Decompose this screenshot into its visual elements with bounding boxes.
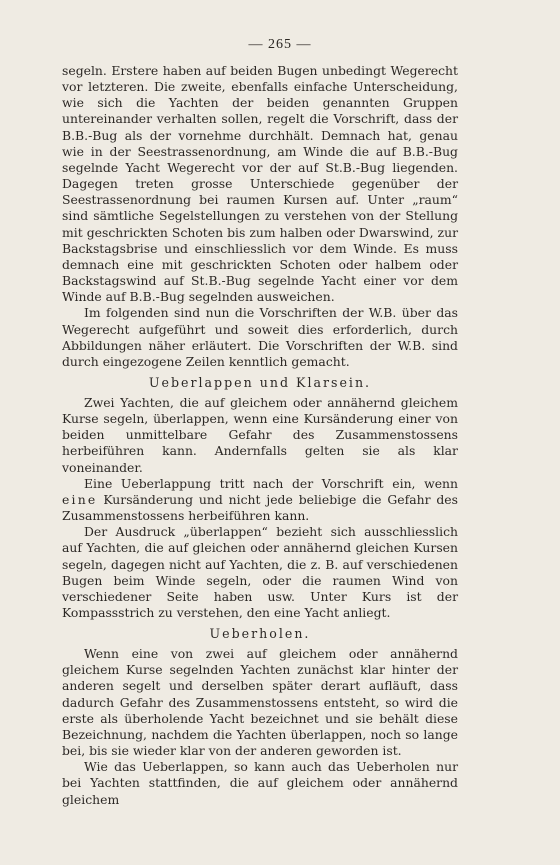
page-number: — 265 — (248, 37, 312, 52)
paragraph-overlap-explanation (62, 476, 458, 524)
paragraph-overlap-definition: Der Ausdruck „überlappen“ bezieht sich ausschliesslich auf Yachten, die auf gleichen oder annähernd gleichen Kursen segeln, dagegen nicht auf Yachten, die z. B. auf verschiedenen Bugen beim Winde segeln, oder die raumen Wind von verschiedener Seite haben usw. Unter Kurs ist der Kompassstrich zu verstehen, den eine Yacht anliegt. (62, 524, 458, 620)
paragraph-overlap-rule: Zwei Yachten, die auf gleichem oder annähernd gleichem Kurse segeln, überlappen, wenn eine Kursänderung einer von beiden unmittelbare Gefahr des Zusammenstossens herbeiführen kann. Andernfalls gelten sie als klar voneinander. (62, 394, 458, 475)
emphasis-text: eine (62, 491, 98, 507)
page-body (62, 63, 458, 808)
section-heading-overtaking: Ueberholen. (209, 626, 311, 642)
text-segment: Kursänderung und nicht jede beliebige die Gefahr des Zusammenstossens herbeiführen kann. (62, 491, 458, 524)
paragraph-overtaking-rule: Wenn eine von zwei auf gleichem oder annähernd gleichem Kurse segelnden Yachten zunächst klar hinter der anderen segelt und derselben später derart aufläuft, dass dadurch Gefahr des Zusammenstossens entsteht, so wird die erste als überholende Yacht bezeichnet und sie behält diese Bezeichnung, nachdem die Yachten überlappen, noch so lange bei, bis sie wieder klar von der anderen geworden ist. (62, 646, 458, 759)
paragraph-continuation: segeln. Erstere haben auf beiden Bugen unbedingt Wegerecht vor letzteren. Die zweite, ebenfalls einfache Unterscheidung, wie sich die Yachten der beiden genannten Gruppen untereinander verhalten sollen, regelt die Vorschrift, dass der B.B.-Bug als der vornehme durchhält. Demnach hat, genau wie in der Seestrassenordnung, am Winde die auf B.B.-Bug segelnde Yacht Wegerecht vor der auf St.B.-Bug liegenden. Dagegen treten grosse Unterschiede gegenüber der Seestrassenordnung bei raumen Kursen auf. Unter „raum“ sind sämtliche Segelstellungen zu verstehen von der Stellung mit geschrickten Schoten bis zum halben oder Dwarswind, zur Backstagsbrise und einschliesslich vor dem Winde. Es muss demnach eine mit geschrickten Schoten oder halbem oder Backstagswind auf St.B.-Bug segelnde Yacht einer vor dem Winde auf B.B.-Bug segelnden ausweichen. (62, 63, 458, 305)
section-heading-overlap: Ueberlappen und Klarsein. (148, 374, 372, 390)
paragraph-intro-rules: Im folgenden sind nun die Vorschriften der W.B. über das Wegerecht aufgeführt und soweit dies erforderlich, durch Abbildungen näher erläutert. Die Vorschriften der W.B. sind durch eingezogene Zeilen kenntlich gemacht. (62, 305, 458, 369)
text-segment: Eine Ueberlappung tritt nach der Vorschrift ein, wenn (84, 475, 458, 491)
paragraph-overtaking-explanation: Wie das Ueberlappen, so kann auch das Ueberholen nur bei Yachten stattfinden, die auf gleichem oder annähernd gleichem (62, 759, 458, 807)
